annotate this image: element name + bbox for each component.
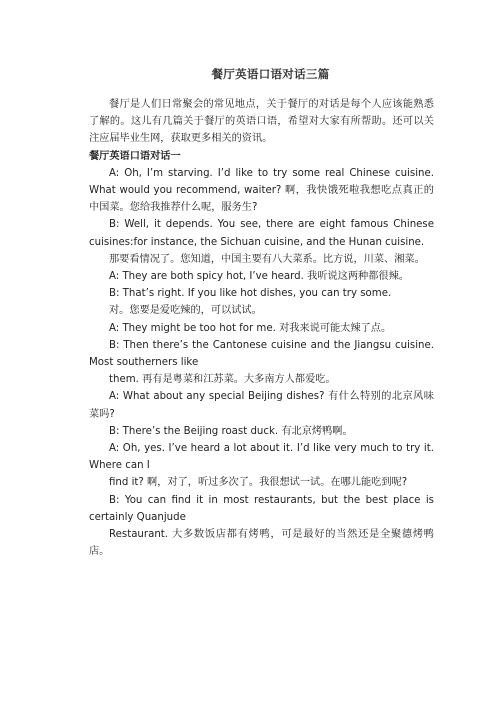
dialogue-line: A: Oh, I’m starving. I’d like to try some real Chinese cuisine. What would you recommend, waiter? 啊，我快饿死啦我想吃点真正的中国菜。您给我推荐什么呢，服务生? [89,167,434,214]
dialogue-line: B: Well, it depends. You see, there are eight famous Chinese cuisines:for instance, the Sichuan cuisine, and the Hunan cuisine. [89,219,434,248]
dialogue-line: find it? 啊，对了，听过多次了。我很想试一试。在哪儿能吃到呢? [109,477,408,489]
dialogue-line: A: They might be too hot for me. 对我来说可能太辣了点。 [109,322,392,334]
dialogue-line: B: Then there’s the Cantonese cuisine and the Jiangsu cuisine. Most southerners like [89,339,434,369]
dialogue-line: them. 再有是粤菜和江苏菜。大多南方人都爱吃。 [109,374,336,386]
dialogue-line: A: They are both spicy hot, I’ve heard. 我听说这两种都很辣。 [109,271,409,283]
dialogue-line: B: That’s right. If you like hot dishes, you can try some. [109,288,392,300]
dialogue-line: A: Oh, yes. I’ve heard a lot about it. I’d like very much to try it. Where can I [89,443,434,472]
dialogue-line: A: What about any special Beijing dishes? 有什么特别的北京风味菜吗? [89,391,434,420]
dialogue-line: 那要看情况了。您知道，中国主要有八大菜系。比方说，川菜、湘菜。 [109,253,425,265]
dialogue-line: 对。您要是爱吃辣的，可以试试。 [109,305,262,317]
dialogue-line: Restaurant. 大多数饭店都有烤鸭，可是最好的当然还是全聚德烤鸭店。 [89,529,434,558]
section-heading: 餐厅英语口语对话一 [89,150,181,162]
intro-paragraph: 餐厅是人们日常聚会的常见地点，关于餐厅的对话是每个人应该能熟悉了解的。这儿有几篇关于餐厅的英语口语，希望对大家有所帮助。还可以关注应届毕业生网，获取更多相关的资讯。 [89,99,434,145]
dialogue-line: B: You can find it in most restaurants, but the best place is certainly Quanjude [89,494,434,523]
dialogue-line: B: There’s the Beijing roast duck. 有北京烤鸭啊。 [109,425,353,437]
document-title: 餐厅英语口语对话三篇 [211,67,330,81]
